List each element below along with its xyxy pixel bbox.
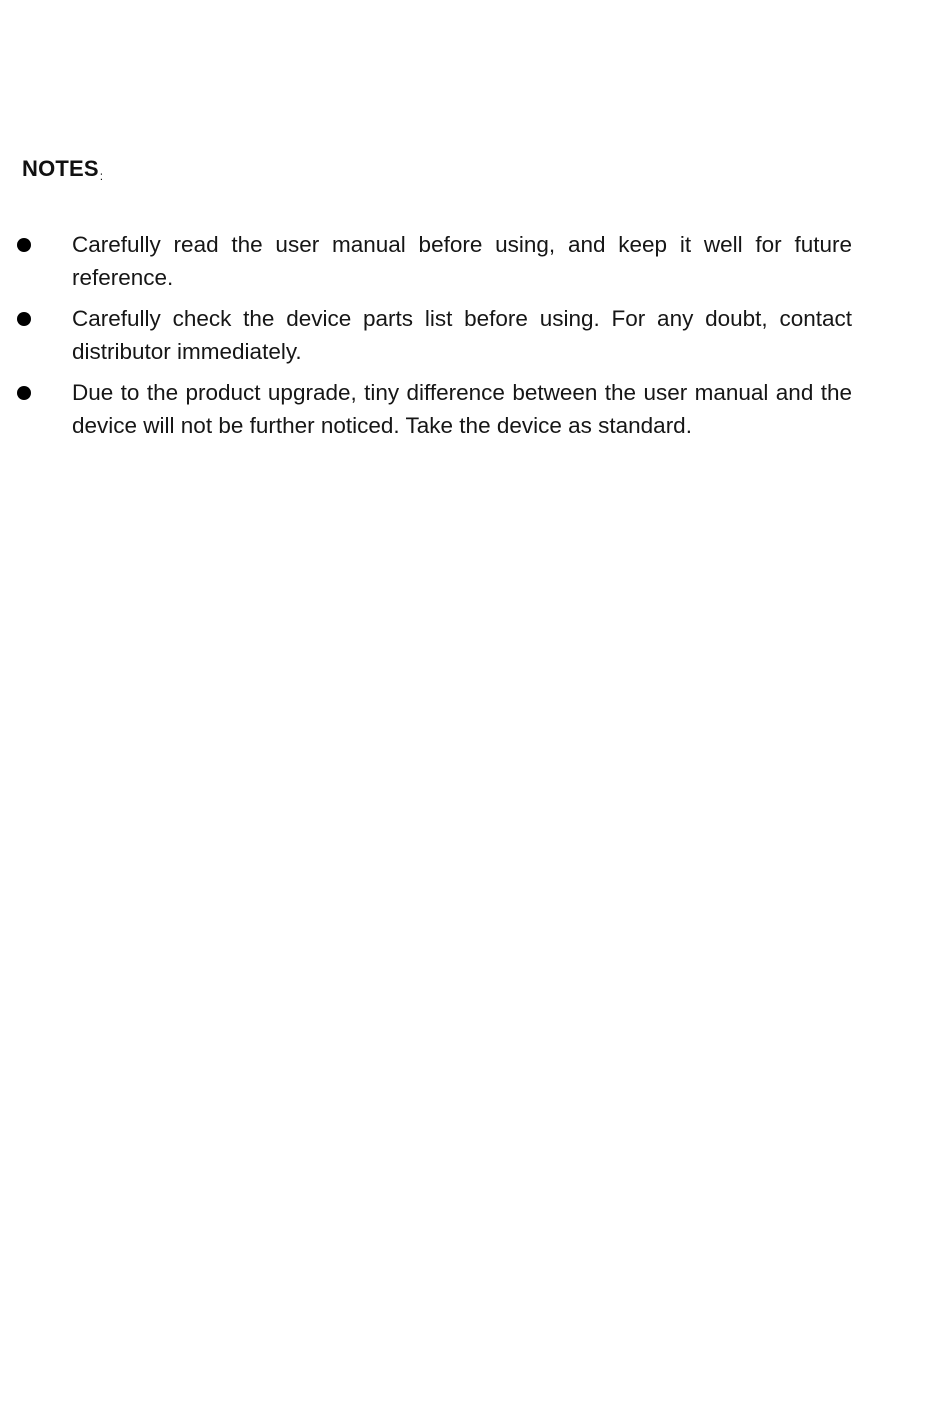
list-item — [0, 302, 950, 368]
bullet-icon — [17, 312, 31, 326]
bullet-icon — [17, 386, 31, 400]
notes-heading — [22, 156, 103, 189]
note-text: Carefully read the user manual before using, and keep it well for future reference. — [72, 232, 852, 290]
note-text: Due to the product upgrade, tiny difference between the user manual and the device will not be further noticed. Take the device as standard. — [72, 380, 852, 438]
notes-heading-text: NOTES — [22, 156, 99, 181]
bullet-icon — [17, 238, 31, 252]
notes-list — [0, 228, 950, 450]
list-item — [0, 228, 950, 294]
list-item — [0, 376, 950, 442]
notes-heading-colon: : — [99, 169, 104, 183]
note-text: Carefully check the device parts list before using. For any doubt, contact distributor immediately. — [72, 306, 852, 364]
